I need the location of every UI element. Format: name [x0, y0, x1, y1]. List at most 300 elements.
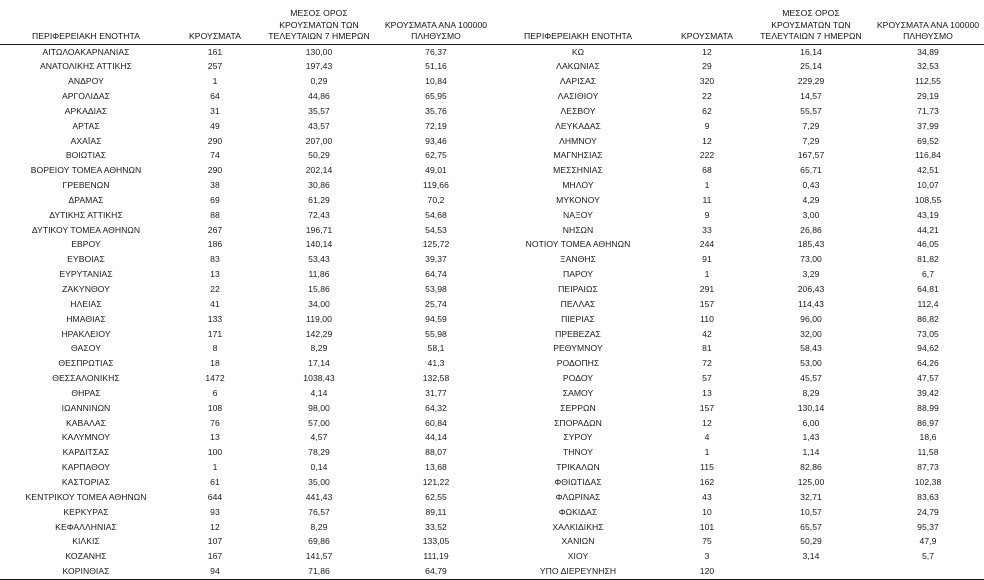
cases-value-cell: 291 — [699, 284, 715, 294]
table-row — [492, 341, 984, 356]
table-row — [0, 267, 492, 282]
avg7-value-cell: 71,86 — [258, 564, 380, 579]
rate-value-cell: 33,52 — [425, 521, 447, 532]
cases-value-cell: 43 — [702, 491, 712, 502]
region-name-cell: ΚΙΛΚΙΣ — [72, 536, 100, 547]
avg7-value-cell: 441,43 — [305, 491, 333, 502]
region-name-cell: ΧΑΛΚΙΔΙΚΗΣ — [552, 521, 604, 532]
rate-value-cell: 5,7 — [921, 551, 935, 562]
avg7-value-cell: 72,43 — [308, 209, 330, 220]
table-row — [0, 327, 492, 342]
avg7-value-cell — [750, 564, 872, 579]
avg7-value-cell: 8,29 — [310, 521, 328, 532]
region-name-cell: ΤΗΝΟΥ — [562, 447, 594, 458]
header-rate-line1: ΚΡΟΥΣΜΑΤΑ ΑΝΑ 100000 — [876, 19, 980, 30]
avg7-value-cell: 45,57 — [800, 373, 822, 384]
cases-value-cell: 257 — [207, 61, 223, 72]
cases-value-cell: 1 — [704, 269, 710, 280]
rate-value-cell: 88,07 — [425, 447, 447, 458]
cases-value-cell: 108 — [207, 402, 223, 413]
table-row — [492, 44, 984, 59]
table-row — [492, 386, 984, 401]
table-row — [492, 148, 984, 163]
rate-value-cell: 94,62 — [917, 343, 939, 354]
column-header-rate — [872, 0, 984, 44]
table-row — [0, 44, 492, 59]
cases-value-cell: 72 — [702, 358, 712, 369]
rate-value-cell: 35,76 — [425, 105, 447, 116]
avg7-value-cell: 0,14 — [310, 462, 328, 473]
column-header-cases — [664, 0, 750, 44]
avg7-value-cell: 114,43 — [798, 298, 824, 309]
cases-value-cell: 22 — [702, 91, 712, 102]
region-name-cell: ΣΠΟΡΑΔΩΝ — [554, 417, 602, 428]
table-row — [0, 237, 492, 252]
rate-value-cell: 24,79 — [917, 506, 939, 517]
cases-value-cell: 290 — [207, 135, 223, 146]
region-name-cell: ΛΕΥΚΑΔΑΣ — [555, 120, 601, 131]
cases-value-cell: 9 — [704, 209, 710, 220]
cases-value-cell: 1 — [704, 180, 710, 191]
cases-value-cell: 41 — [210, 298, 220, 309]
table-row — [492, 534, 984, 549]
cases-value-cell: 267 — [207, 224, 223, 235]
rate-value-cell: 95,37 — [917, 521, 939, 532]
table-row — [0, 401, 492, 416]
rate-value-cell: 34,89 — [917, 46, 939, 57]
region-name-cell: ΦΛΩΡΙΝΑΣ — [555, 491, 601, 502]
avg7-value-cell: 78,29 — [308, 447, 330, 458]
region-name-cell: ΑΙΤΩΛΟΑΚΑΡΝΑΝΙΑΣ — [42, 46, 130, 57]
table-row — [492, 134, 984, 149]
region-name-cell: ΜΥΚΟΝΟΥ — [556, 194, 600, 205]
header-rate-line2: ΠΛΗΘΥΣΜΟ — [903, 31, 953, 42]
region-name-cell: ΧΙΟΥ — [567, 551, 589, 562]
cases-value-cell: 320 — [699, 76, 715, 87]
table-header-right — [492, 0, 984, 44]
avg7-value-cell: 58,43 — [800, 343, 822, 354]
avg7-value-cell: 1038,43 — [303, 373, 335, 384]
region-name-cell: ΡΕΘΥΜΝΟΥ — [553, 343, 603, 354]
right-table-panel — [492, 0, 984, 577]
rate-value-cell: 18,6 — [919, 432, 937, 443]
table-row — [0, 371, 492, 386]
cases-value-cell: 133 — [207, 313, 223, 324]
cases-value-cell: 13 — [702, 387, 712, 398]
rate-value-cell: 10,84 — [425, 76, 447, 87]
table-row — [492, 252, 984, 267]
rate-value-cell: 64,26 — [917, 358, 939, 369]
avg7-value-cell: 82,86 — [800, 462, 822, 473]
region-name-cell: ΦΘΙΩΤΙΔΑΣ — [554, 476, 602, 487]
table-row — [492, 89, 984, 104]
rate-value-cell: 47,9 — [919, 536, 937, 547]
table-row — [0, 312, 492, 327]
avg7-value-cell: 141,57 — [305, 551, 333, 562]
cases-value-cell: 110 — [700, 313, 714, 324]
cases-value-cell: 120 — [664, 564, 750, 579]
table-row — [492, 223, 984, 238]
avg7-value-cell: 140,14 — [305, 239, 333, 250]
cases-value-cell: 101 — [699, 521, 715, 532]
avg7-value-cell: 130,00 — [305, 46, 333, 57]
table-row — [0, 208, 492, 223]
header-avg7-line1: ΜΕΣΟΣ ΟΡΟΣ — [290, 8, 348, 19]
rate-value-cell: 64,74 — [425, 269, 447, 280]
cases-value-cell: 57 — [702, 373, 712, 384]
rate-value-cell: 69,52 — [917, 135, 939, 146]
avg7-value-cell: 32,00 — [800, 328, 822, 339]
region-name-cell: ΛΑΡΙΣΑΣ — [559, 76, 597, 87]
avg7-value-cell: 142,29 — [305, 328, 333, 339]
column-header-avg7 — [750, 0, 872, 44]
header-avg7-line3: ΤΕΛΕΥΤΑΙΩΝ 7 ΗΜΕΡΩΝ — [760, 31, 862, 42]
avg7-value-cell: 57,00 — [308, 417, 330, 428]
region-name-cell: ΛΑΚΩΝΙΑΣ — [556, 61, 600, 72]
table-row — [492, 549, 984, 564]
rate-value-cell: 55,98 — [425, 328, 447, 339]
table-row — [0, 445, 492, 460]
cases-value-cell: 13 — [210, 269, 220, 280]
table-row — [492, 505, 984, 520]
cases-value-cell: 100 — [207, 447, 223, 458]
region-name-cell: ΘΕΣΣΑΛΟΝΙΚΗΣ — [52, 373, 120, 384]
rate-value-cell: 108,55 — [914, 194, 942, 205]
table-row — [492, 460, 984, 475]
region-name-cell: ΑΝΑΤΟΛΙΚΗΣ ΑΤΤΙΚΗΣ — [39, 61, 133, 72]
table-row — [492, 193, 984, 208]
table-row — [492, 282, 984, 297]
header-avg7-line2: ΚΡΟΥΣΜΑΤΩΝ ΤΩΝ — [279, 19, 359, 30]
avg7-value-cell: 17,14 — [308, 358, 330, 369]
cases-value-cell: 290 — [207, 165, 223, 176]
header-avg7-line1: ΜΕΣΟΣ ΟΡΟΣ — [782, 8, 840, 19]
table-row — [0, 475, 492, 490]
table-row — [0, 356, 492, 371]
cases-value-cell: 6 — [212, 387, 218, 398]
region-name-cell: ΚΟΖΑΝΗΣ — [65, 551, 107, 562]
region-name-cell: ΚΑΛΥΜΝΟΥ — [61, 432, 111, 443]
table-row — [492, 208, 984, 223]
avg7-value-cell: 32,71 — [800, 491, 822, 502]
region-name-cell: ΜΑΓΝΗΣΙΑΣ — [553, 150, 603, 161]
cases-value-cell: 12 — [702, 46, 712, 57]
avg7-value-cell: 43,57 — [308, 120, 330, 131]
region-name-cell: ΒΟΡΕΙΟΥ ΤΟΜΕΑ ΑΘΗΝΩΝ — [30, 165, 142, 176]
table-row — [0, 549, 492, 564]
table-row — [0, 134, 492, 149]
table-header-left — [0, 0, 492, 44]
rate-value-cell: 31,77 — [425, 387, 447, 398]
rate-value-cell: 87,73 — [917, 462, 939, 473]
rate-value-cell: 41,3 — [427, 358, 445, 369]
avg7-value-cell: 55,57 — [800, 105, 822, 116]
rate-value-cell: 13,68 — [425, 462, 447, 473]
rate-value-cell: 49,01 — [425, 165, 447, 176]
region-name-cell: ΣΥΡΟΥ — [563, 432, 593, 443]
rate-value-cell: 64,81 — [917, 284, 939, 294]
cases-value-cell: 88 — [210, 209, 220, 220]
table-row — [0, 520, 492, 535]
cases-value-cell: 94 — [172, 564, 258, 579]
table-row — [492, 74, 984, 89]
cases-value-cell: 31 — [210, 105, 220, 116]
avg7-value-cell: 26,86 — [800, 224, 822, 235]
table-row — [0, 534, 492, 549]
table-row — [0, 89, 492, 104]
cases-value-cell: 38 — [210, 180, 220, 191]
avg7-value-cell: 50,29 — [800, 536, 822, 547]
cases-value-cell: 644 — [207, 491, 223, 502]
region-name-cell: ΑΡΓΟΛΙΔΑΣ — [61, 91, 111, 102]
table-row — [492, 356, 984, 371]
region-name-cell: ΔΥΤΙΚΗΣ ΑΤΤΙΚΗΣ — [49, 209, 123, 220]
rate-value-cell: 39,42 — [917, 387, 939, 398]
cases-value-cell: 1472 — [205, 373, 225, 384]
region-name-cell: ΝΑΞΟΥ — [563, 209, 593, 220]
rate-value-cell: 112,55 — [915, 76, 941, 87]
table-row — [0, 193, 492, 208]
rate-value-cell: 43,19 — [917, 209, 939, 220]
cases-value-cell: 222 — [699, 150, 715, 161]
region-name-cell: ΑΧΑΪΑΣ — [70, 135, 102, 146]
rate-value-cell: 6,7 — [921, 269, 935, 280]
cases-value-cell: 186 — [207, 239, 223, 250]
cases-value-cell: 83 — [210, 254, 220, 265]
table-row — [492, 416, 984, 431]
avg7-value-cell: 229,29 — [797, 76, 825, 87]
cases-value-cell: 1 — [704, 447, 710, 458]
table-row — [0, 341, 492, 356]
cases-value-cell: 11 — [702, 194, 712, 205]
column-header-rate — [380, 0, 492, 44]
avg7-value-cell: 35,57 — [308, 105, 330, 116]
cases-value-cell: 76 — [210, 417, 220, 428]
table-row — [492, 430, 984, 445]
avg7-value-cell: 73,00 — [800, 254, 822, 265]
avg7-value-cell: 119,00 — [306, 313, 332, 324]
region-name-cell: ΒΟΙΩΤΙΑΣ — [65, 150, 107, 161]
region-name-cell: ΜΕΣΣΗΝΙΑΣ — [553, 165, 603, 176]
region-name-cell: ΚΕΝΤΡΙΚΟΥ ΤΟΜΕΑ ΑΘΗΝΩΝ — [25, 491, 147, 502]
avg7-value-cell: 167,57 — [797, 150, 825, 161]
table-row — [492, 104, 984, 119]
region-name-cell: ΚΑΡΠΑΘΟΥ — [61, 462, 111, 473]
table-row — [492, 564, 984, 579]
cases-value-cell: 22 — [210, 284, 220, 294]
table-row — [492, 371, 984, 386]
cases-value-cell: 91 — [702, 254, 712, 265]
table-row — [492, 267, 984, 282]
region-name-cell: ΘΕΣΠΡΩΤΙΑΣ — [58, 358, 114, 369]
table-row — [492, 59, 984, 74]
avg7-value-cell: 202,14 — [305, 165, 333, 176]
table-row — [0, 74, 492, 89]
avg7-value-cell: 65,71 — [800, 165, 822, 176]
cases-value-cell: 157 — [699, 402, 715, 413]
rate-value-cell: 72,19 — [425, 120, 447, 131]
table-row — [0, 148, 492, 163]
header-rate-line1: ΚΡΟΥΣΜΑΤΑ ΑΝΑ 100000 — [384, 19, 488, 30]
rate-value-cell: 62,55 — [425, 491, 447, 502]
table-row — [0, 104, 492, 119]
avg7-value-cell: 7,29 — [802, 120, 820, 131]
rate-value-cell: 64,32 — [425, 402, 447, 413]
table-row — [0, 223, 492, 238]
region-name-cell: ΛΗΜΝΟΥ — [559, 135, 597, 146]
region-name-cell: ΚΕΦΑΛΛΗΝΙΑΣ — [55, 521, 117, 532]
region-name-cell: ΗΛΕΙΑΣ — [70, 298, 102, 309]
region-name-cell: ΔΡΑΜΑΣ — [68, 194, 104, 205]
table-row — [492, 490, 984, 505]
region-name-cell: ΝΗΣΩΝ — [562, 224, 594, 235]
avg7-value-cell: 98,00 — [308, 402, 330, 413]
cases-value-cell: 162 — [699, 476, 715, 487]
avg7-value-cell: 197,43 — [305, 61, 333, 72]
avg7-value-cell: 34,00 — [308, 298, 330, 309]
region-name-cell: ΑΡΚΑΔΙΑΣ — [64, 105, 108, 116]
region-name-cell: ΡΟΔΟΠΗΣ — [556, 358, 600, 369]
cases-value-cell: 12 — [702, 417, 712, 428]
region-name-cell: ΣΑΜΟΥ — [562, 387, 594, 398]
table-row — [0, 282, 492, 297]
table-row — [0, 430, 492, 445]
rate-value-cell: 32,53 — [917, 61, 939, 72]
rate-value-cell: 64,79 — [380, 564, 492, 579]
header-avg7-line3: ΤΕΛΕΥΤΑΙΩΝ 7 ΗΜΕΡΩΝ — [268, 31, 370, 42]
avg7-value-cell: 4,14 — [310, 387, 328, 398]
rate-value-cell: 116,84 — [915, 150, 941, 161]
cases-value-cell: 12 — [702, 135, 712, 146]
avg7-value-cell: 1,14 — [802, 447, 820, 458]
rate-value-cell: 86,82 — [917, 313, 939, 324]
rate-value-cell: 119,66 — [423, 180, 449, 191]
table-row — [492, 119, 984, 134]
avg7-value-cell: 96,00 — [800, 313, 822, 324]
cases-value-cell: 161 — [207, 46, 223, 57]
header-cases-label: ΚΡΟΥΣΜΑΤΑ — [681, 31, 733, 42]
cases-value-cell: 93 — [210, 506, 220, 517]
region-name-cell: ΘΗΡΑΣ — [71, 387, 101, 398]
table-row — [0, 460, 492, 475]
avg7-value-cell: 4,57 — [310, 432, 328, 443]
avg7-value-cell: 6,00 — [802, 417, 820, 428]
avg7-value-cell: 7,29 — [802, 135, 820, 146]
avg7-value-cell: 130,14 — [797, 402, 825, 413]
rate-value-cell: 62,75 — [425, 150, 447, 161]
region-name-cell: ΦΩΚΙΔΑΣ — [558, 506, 598, 517]
header-row — [492, 0, 984, 44]
avg7-value-cell: 1,43 — [802, 432, 820, 443]
rate-value-cell: 121,22 — [422, 476, 450, 487]
cases-value-cell: 64 — [210, 91, 220, 102]
avg7-value-cell: 8,29 — [310, 343, 328, 354]
rate-value-cell: 46,05 — [917, 239, 939, 250]
rate-value-cell: 133,05 — [422, 536, 450, 547]
avg7-value-cell: 0,29 — [310, 76, 328, 87]
avg7-value-cell: 125,00 — [797, 476, 825, 487]
avg7-value-cell: 15,86 — [308, 284, 330, 294]
region-name-cell: ΓΡΕΒΕΝΩΝ — [62, 180, 110, 191]
avg7-value-cell: 11,86 — [308, 269, 330, 280]
table-row — [0, 297, 492, 312]
region-name-cell: ΚΕΡΚΥΡΑΣ — [63, 506, 109, 517]
region-name-cell: ΛΕΣΒΟΥ — [560, 105, 596, 116]
rate-value-cell: 125,72 — [422, 239, 450, 250]
rate-value-cell: 70,2 — [427, 194, 445, 205]
column-header-avg7 — [258, 0, 380, 44]
region-name-cell: ΣΕΡΡΩΝ — [560, 402, 596, 413]
table-row — [0, 386, 492, 401]
table-row — [492, 520, 984, 535]
rate-value-cell — [872, 564, 984, 579]
region-name-cell: ΚΑΣΤΟΡΙΑΣ — [61, 476, 111, 487]
rate-value-cell: 73,05 — [917, 328, 939, 339]
cases-value-cell: 1 — [212, 462, 218, 473]
region-name-cell: ΞΑΝΘΗΣ — [559, 254, 597, 265]
cases-value-cell: 74 — [210, 150, 220, 161]
rate-value-cell: 11,58 — [917, 447, 939, 458]
avg7-value-cell: 65,57 — [800, 521, 822, 532]
region-name-cell: ΖΑΚΥΝΘΟΥ — [62, 284, 110, 294]
avg7-value-cell: 8,29 — [802, 387, 820, 398]
region-name-cell: ΚΟΡΙΝΘΙΑΣ — [0, 564, 172, 579]
table-row — [492, 475, 984, 490]
avg7-value-cell: 185,43 — [797, 239, 825, 250]
region-name-cell: ΚΩ — [571, 46, 585, 57]
cases-value-cell: 115 — [700, 462, 714, 473]
cases-value-cell: 29 — [702, 61, 712, 72]
avg7-value-cell: 16,14 — [800, 46, 822, 57]
cases-value-cell: 244 — [699, 239, 715, 250]
region-name-cell: ΠΙΕΡΙΑΣ — [561, 313, 595, 324]
rate-value-cell: 81,82 — [917, 254, 939, 265]
cases-value-cell: 13 — [210, 432, 220, 443]
rate-value-cell: 58,1 — [427, 343, 445, 354]
avg7-value-cell: 76,57 — [308, 506, 330, 517]
rate-value-cell: 102,38 — [914, 476, 942, 487]
rate-value-cell: 54,68 — [425, 209, 447, 220]
rate-value-cell: 83,63 — [917, 491, 939, 502]
region-name-cell: ΕΒΡΟΥ — [71, 239, 101, 250]
avg7-value-cell: 61,29 — [308, 194, 330, 205]
region-name-cell: ΕΥΡΥΤΑΝΙΑΣ — [59, 269, 113, 280]
table-body-left — [0, 44, 492, 579]
region-name-cell: ΝΟΤΙΟΥ ΤΟΜΕΑ ΑΘΗΝΩΝ — [525, 239, 631, 250]
column-header-region — [492, 0, 664, 44]
table-row — [0, 178, 492, 193]
region-name-cell: ΠΑΡΟΥ — [562, 269, 594, 280]
rate-value-cell: 132,58 — [422, 373, 450, 384]
region-name-cell: ΠΡΕΒΕΖΑΣ — [555, 328, 601, 339]
rate-value-cell: 37,99 — [917, 120, 939, 131]
table-row — [492, 401, 984, 416]
header-region-label: ΠΕΡΙΦΕΡΕΙΑΚΗ ΕΝΟΤΗΤΑ — [32, 31, 140, 42]
rate-value-cell: 94,59 — [425, 313, 447, 324]
region-name-cell: ΚΑΡΔΙΤΣΑΣ — [62, 447, 110, 458]
rate-value-cell: 71,73 — [917, 105, 939, 116]
rate-value-cell: 54,53 — [425, 224, 447, 235]
table-row — [492, 445, 984, 460]
cases-value-cell: 167 — [207, 551, 223, 562]
left-table-panel — [0, 0, 492, 577]
cases-value-cell: 81 — [702, 343, 712, 354]
table-body-right — [492, 44, 984, 579]
cases-value-cell: 18 — [210, 358, 220, 369]
rate-value-cell: 111,19 — [423, 551, 449, 562]
rate-value-cell: 60,84 — [425, 417, 447, 428]
cases-value-cell: 1 — [212, 76, 218, 87]
